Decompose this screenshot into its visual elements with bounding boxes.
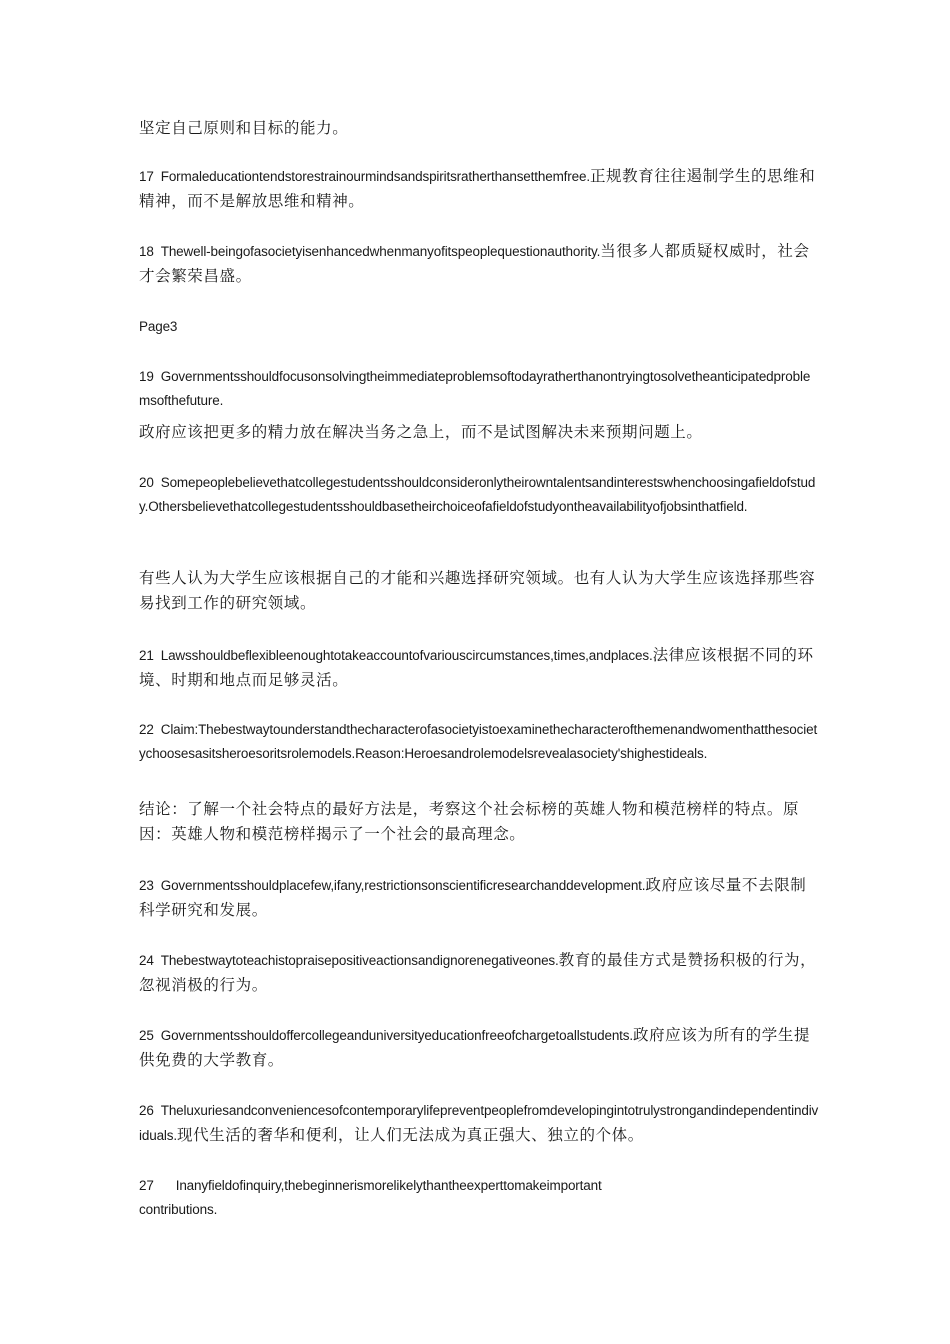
item-number: 22: [139, 722, 154, 737]
item-chinese: 现代生活的奢华和便利，让人们无法成为真正强大、独立的个体。: [176, 1126, 644, 1144]
item-18: [139, 239, 819, 289]
item-number: 17: [139, 169, 154, 184]
item-chinese: 政府应该尽量不去限制科学研究和发展。: [139, 876, 807, 919]
item-english: Governmentsshouldoffercollegeanduniversityeducationfreeofchargetoallstudents.: [160, 1028, 633, 1043]
page-marker: Page3: [139, 319, 178, 334]
item-chinese: 正规教育往往遏制学生的思维和精神，而不是解放思维和精神。: [139, 167, 816, 210]
item-19: [139, 365, 819, 413]
item-20: [139, 471, 819, 519]
item-chinese: 教育的最佳方式是赞扬积极的行为，忽视消极的行为。: [139, 951, 817, 994]
item-english: Theluxuriesandconveniencesofcontemporarylifepreventpeoplefromdevelopingintotrulystrongandindependentindividuals.: [139, 1103, 819, 1143]
item-english: Thebestwaytoteachistopraisepositiveactionsandignorenegativeones.: [160, 953, 559, 968]
item-english: Lawsshouldbeflexibleenoughtotakeaccountofvariouscircumstances,times,andplaces.: [160, 648, 653, 663]
item-22-chinese: 结论：了解一个社会特点的最好方法是，考察这个社会标榜的英雄人物和模范榜样的特点。原因：英雄人物和模范榜样揭示了一个社会的最高理念。: [139, 800, 800, 843]
item-english: Claim:Thebestwaytounderstandthecharacterofasocietyistoexaminethecharacterofthemenandwomenthatthesocietychoosesasitsheroesoritsrolemodels.Reason:Heroesandrolemodelsrevealasociety'shighestideals.: [139, 722, 818, 761]
item-english: Formaleducationtendstorestrainourmindsandspiritsratherthansetthemfree.: [160, 169, 590, 184]
item-24: [139, 948, 819, 998]
item-19-chinese: 政府应该把更多的精力放在解决当务之急上，而不是试图解决未来预期问题上。: [139, 423, 703, 441]
item-number: 20: [139, 475, 154, 490]
item-chinese: 政府应该为所有的学生提供免费的大学教育。: [139, 1026, 811, 1069]
item-number: 21: [139, 648, 154, 663]
item-27: [139, 1174, 819, 1222]
item-chinese: 法律应该根据不同的环境、时期和地点而足够灵活。: [139, 646, 814, 689]
item-number: 18: [139, 244, 154, 259]
continued-line: 坚定自己原则和目标的能力。: [139, 119, 349, 137]
item-chinese: 当很多人都质疑权威时，社会才会繁荣昌盛。: [139, 242, 810, 285]
item-number: 24: [139, 953, 154, 968]
item-26: [139, 1099, 819, 1148]
item-17: [139, 164, 819, 214]
item-english: Inanyfieldofinquiry,thebeginnerismorelikelythantheexperttomakeimportant: [175, 1178, 602, 1193]
item-number: 19: [139, 369, 154, 384]
item-number: 27: [139, 1178, 154, 1193]
item-number: 25: [139, 1028, 154, 1043]
item-english-continued: contributions.: [139, 1202, 218, 1217]
item-21: [139, 643, 819, 693]
item-25: [139, 1023, 819, 1073]
item-number: 26: [139, 1103, 154, 1118]
item-english: Thewell-beingofasocietyisenhancedwhenmanyofitspeoplequestionauthority.: [160, 244, 601, 259]
item-22: [139, 718, 819, 766]
item-number: 23: [139, 878, 154, 893]
item-english: Governmentsshouldfocusonsolvingtheimmediateproblemsoftodayratherthanontryingtosolvetheanticipatedproblemsofthefuture.: [139, 369, 811, 408]
item-english: Governmentsshouldplacefew,ifany,restrictionsonscientificresearchanddevelopment.: [160, 878, 646, 893]
item-english: Somepeoplebelievethatcollegestudentsshouldconsideronlytheirowntalentsandinterestswhenchoosingafieldofstudy.Othersbelievethatcollegestudentsshouldbasetheirchoiceofafieldofstudyontheavailabilityofjobsinthatfield.: [139, 475, 816, 514]
item-23: [139, 873, 819, 923]
item-20-chinese: 有些人认为大学生应该根据自己的才能和兴趣选择研究领域。也有人认为大学生应该选择那些容易找到工作的研究领域。: [139, 569, 816, 612]
